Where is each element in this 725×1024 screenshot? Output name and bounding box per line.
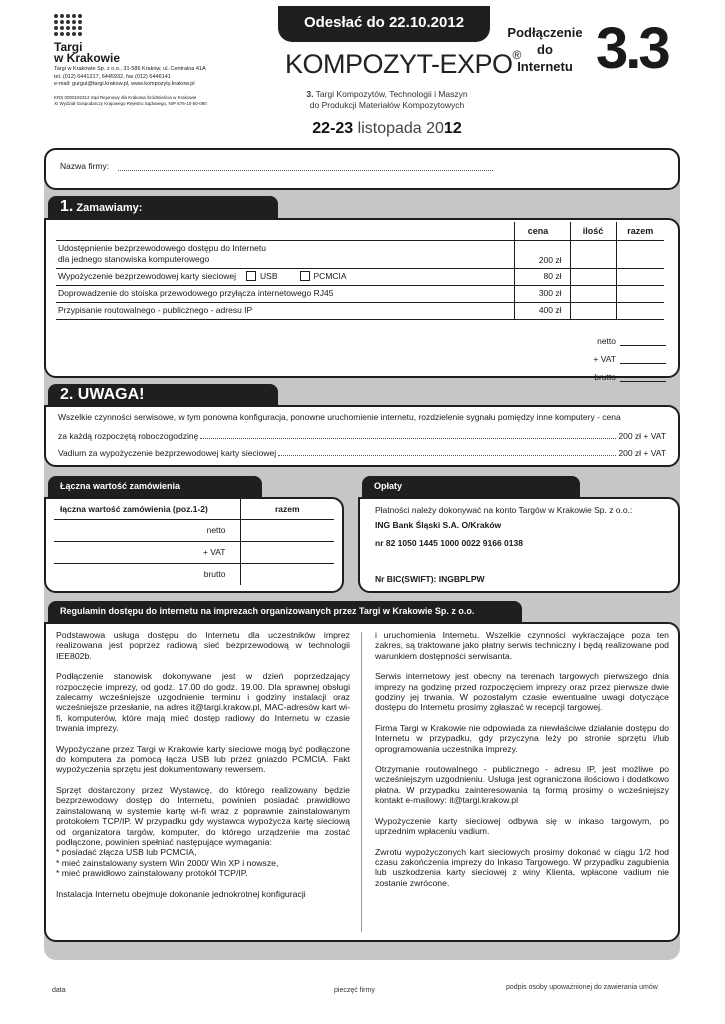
deadline-banner: Odesłać do 22.10.2012 (278, 6, 490, 42)
qty-header: ilość (570, 222, 616, 240)
warning-line: Wszelkie czynności serwisowe, w tym ponowna konfiguracja, ponowne uruchomienie internetu, rozdzielenie sygnału pomiędzy inne komputery - cena (58, 412, 621, 422)
org-registry: KRS 0000192313 Sąd Rejonowy dla Krakowa Śródmieścia w Krakowie XI Wydział Gospodarczy Krajowego Rejestru Sądowego, NIP 676-10-50-090 (54, 95, 207, 106)
section1-tab: 1. Zamawiamy: (48, 196, 278, 218)
table-row: Udostępnienie bezprzewodowego dostępu do Internetu dla jednego stanowiska komputerowego 200 zł (56, 240, 664, 268)
total-vat-input[interactable] (240, 541, 334, 563)
company-name-label: Nazwa firmy: (60, 161, 110, 171)
table-row: łączna wartość zamówienia (poz.1-2) razem (54, 499, 334, 519)
event-subtitle: 3. Targi Kompozytów, Technologii i Maszyn do Produkcji Materiałów Kompozytowych (306, 89, 468, 110)
event-date: 22-23 listopada 2012 (312, 120, 462, 137)
warning-line: za każdą rozpoczętą roboczogodzinę 200 zł + VAT (58, 431, 666, 441)
netto-input[interactable] (620, 345, 666, 346)
payments-intro: Płatności należy dokonywać na konto Targów w Krakowie Sp. z o.o.: (375, 505, 633, 515)
sum-input[interactable] (616, 240, 664, 268)
rules-tab: Regulamin dostępu do internetu na imprezach organizowanych przez Targi w Krakowie Sp. z o.o. (48, 601, 522, 623)
total-netto-input[interactable] (240, 519, 334, 541)
company-name-input[interactable] (118, 170, 493, 171)
event-title: KOMPOZYT-EXPO® (285, 48, 521, 79)
order-total-tab: Łączna wartość zamówienia (48, 476, 262, 498)
table-row: + VAT (54, 541, 334, 563)
table-row: Doprowadzenie do stoiska przewodowego przyłącza internetowego RJ45 300 zł (56, 285, 664, 302)
order-totals: netto + VAT brutto (556, 328, 666, 382)
table-row: netto (54, 519, 334, 541)
qty-input[interactable] (570, 240, 616, 268)
pcmcia-checkbox[interactable] (300, 271, 310, 281)
bank-name: ING Bank Śląski S.A. O/Kraków (375, 520, 502, 530)
price-header: cena (514, 222, 570, 240)
sum-input[interactable] (616, 285, 664, 302)
brutto-input[interactable] (620, 381, 666, 382)
rules-right-column: i uruchomienia Internetu. Wszelkie czynności wykraczające poza ten zakres, są traktowane jako płatny serwis techniczny i będą realizowane pod warunkiem dostępności serwisanta. Serwis internetowy jest obecny na terenach targowych pierwszego dnia imprezy na godzinę przed rozpoczęciem imprezy oraz przez pierwsze dwie godziny jej trwania. W pozostałym czasie ewentualne uwagi dotyczące dostępu do Internetu prosimy zgłaszać w recepcji targowej. Firma Targi w Krakowie nie odpowiada za niewłaściwe działanie dostępu do Internetu w przypadku, gdy przyczyna leży po stronie sprzętu i/lub oprogramowania uczestnika imprezy. Otrzymanie routowalnego - publicznego - adresu IP, jest możliwe po wcześniejszym uzgodnieniu. Usługa jest ograniczona ilościowo i dodatkowo płatna. W przypadku zainteresowania tą formą prosimy o wcześniejszy kontakt e-mailowy: it@targi.krakow.pl Wypożyczenie karty sieciowej odbywa się w inkaso targowym, po uprzednim wpłaceniu vadium. Zwrotu wypożyczonych kart sieciowych prosimy dokonać w ciągu 1/2 hod czasu zakończenia imprezy do Inkaso Targowego. W przypadku zagubienia lub uszkodzenia karty sieciowej z winy Klienta, wpłacone vadium nie zostanie zwrócone. (375, 630, 669, 888)
logo-dots-icon (54, 14, 84, 42)
total-brutto-input[interactable] (240, 563, 334, 585)
table-row: Wypożyczenie bezprzewodowej karty sieciowej USB PCMCIA 80 zł (56, 268, 664, 285)
section2-tab: 2. UWAGA! (48, 384, 278, 406)
bic-code: Nr BIC(SWIFT): INGBPLPW (375, 574, 485, 584)
org-address: Targi w Krakowie Sp. z o.o., 31-586 Kraków, ul. Centralna 41A tel. (012) 6441217, 6445932, fax (012) 6446141 e-mail: gurgul@targi.krakow.pl, www.kompozyty.krakow.pl (54, 66, 206, 87)
table-row: brutto (54, 563, 334, 585)
qty-input[interactable] (570, 302, 616, 319)
payments-tab: Opłaty (362, 476, 580, 498)
sum-input[interactable] (616, 268, 664, 285)
rules-divider (361, 632, 362, 932)
order-table (56, 222, 664, 320)
qty-input[interactable] (570, 268, 616, 285)
qty-input[interactable] (570, 285, 616, 302)
usb-checkbox[interactable] (246, 271, 256, 281)
total-header: razem (616, 222, 664, 240)
footer-stamp-label: pieczęć firmy (334, 987, 375, 994)
vat-input[interactable] (620, 363, 666, 364)
rules-left-column: Podstawowa usługa dostępu do Internetu dla uczestników imprez realizowana jest poprzez radiową sieć bezprzewodową w technologii IEE802b. Podłączenie stanowisk dokonywane jest w dzień poprzedzający rozpoczęcie imprezy, od godz. 17.00 do godz. 19.00. Dla sprawnej obsługi zalecamy wcześniejsze uzgodnienie terminu i godziny instalacji oraz wcześniejsze przesłanie, na adres it@targi.krakow.pl, MAC-adresów kart wi-fi, komputerów, które mają mieć dostęp radiowy do Internetu w czasie trwania imprezy. Wypożyczane przez Targi w Krakowie karty sieciowe mogą być podłączone do komputera za pomocą łącza USB lub przez gniazdo PCMCIA. Fakt wypożyczenia sprzętu jest dokumentowany rewersem. Sprzęt dostarczony przez Wystawcę, do którego realizowany będzie bezprzewodowy dostęp do Internetu, powinien posiadać prawidłowo zainstalowaną w systemie kartę wi-fi wraz z poprawnie zainstalowanym protokołem TCP/IP. W przypadku gdy wystawca wypożycza kartę sieciową od organizatora targów, komputer, do którego urządzenie ma zostać podłączone, powinien spełniać następujące wymagania: * posiadać złącza USB lub PCMCIA, * mieć zainstalowany system Win 2000/ Win XP i nowsze, * mieć prawidłowo zainstalowany protokół TCP/IP. Instalacja Internetu obejmuje dokonanie jednokrotnej konfiguracji (56, 630, 350, 899)
account-number: nr 82 1050 1445 1000 0022 9166 0138 (375, 538, 523, 548)
table-row: Przypisanie routowalnego - publicznego - adresu IP 400 zł (56, 302, 664, 319)
order-total-table (54, 499, 334, 585)
footer-signature-label: podpis osoby upoważnionej do zawierania umów (506, 984, 658, 991)
footer-date-label: data (52, 987, 66, 994)
sum-input[interactable] (616, 302, 664, 319)
company-name-box (44, 148, 680, 190)
form-title: Podłączenie do Internetu (507, 25, 583, 74)
org-logo-name: Targi w Krakowie (54, 40, 121, 65)
order-header-row (56, 222, 664, 240)
warning-line: Vadium za wypożyczenie bezprzewodowej karty sieciowej 200 zł + VAT (58, 448, 666, 458)
form-number: 3.3 (596, 16, 668, 81)
